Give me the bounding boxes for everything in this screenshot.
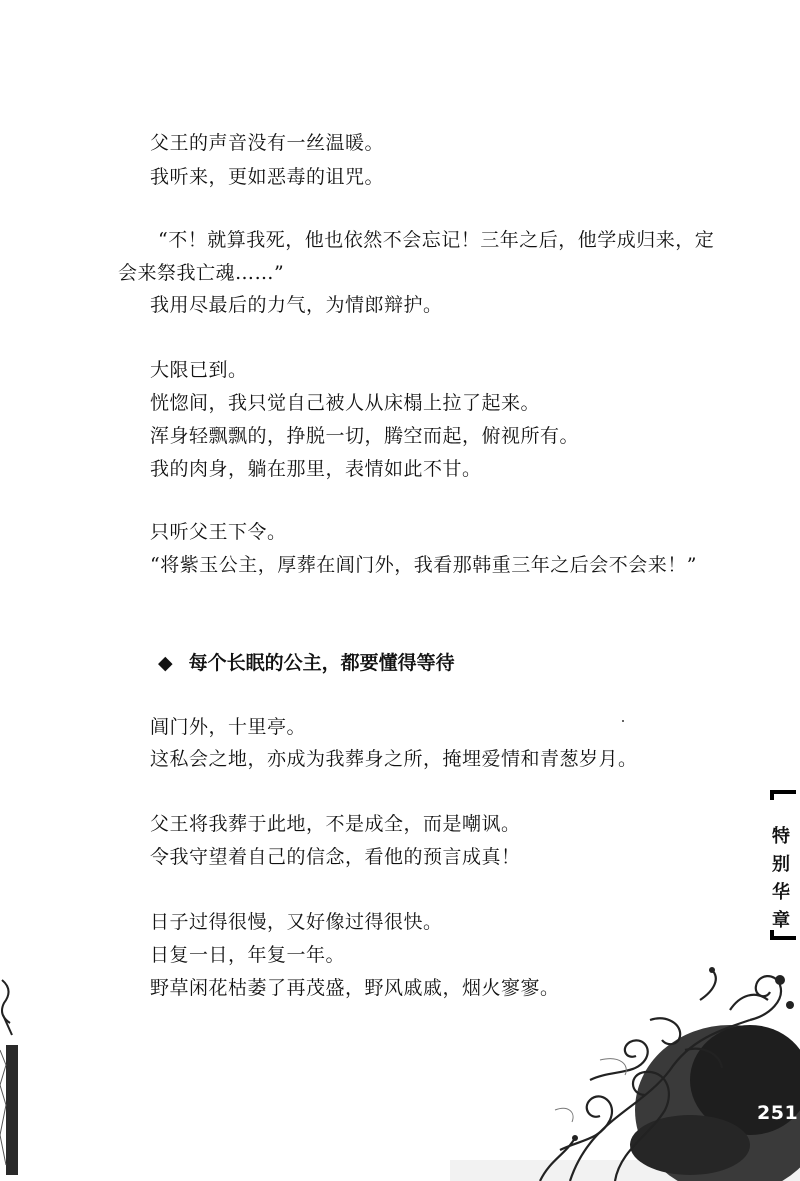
side-tab-char: 华 [772,882,790,903]
diamond-bullet-icon: ◆ [158,652,173,674]
text-line: 会来祭我亡魂……” [118,262,285,284]
text-line: 这私会之地，亦成为我葬身之所，掩埋爱情和青葱岁月。 [150,748,638,770]
text-line: 浑身轻飘飘的，挣脱一切，腾空而起，俯视所有。 [150,425,580,447]
text-line: 恍惚间，我只觉自己被人从床榻上拉了起来。 [150,392,541,414]
section-heading [158,648,455,675]
left-edge-ornament [0,975,18,1175]
text-line: “将紫玉公主，厚葬在阊门外，我看那韩重三年之后会不会来！” [150,554,697,576]
side-tab-char: 特 [772,826,790,847]
side-tab-char: 章 [772,910,790,931]
section-heading-text: 每个长眠的公主，都要懂得等待 [188,652,455,674]
text-line: 大限已到。 [150,359,248,381]
text-line: 我用尽最后的力气，为情郎辩护。 [150,294,443,316]
text-line: 父王将我葬于此地，不是成全，而是嘲讽。 [150,813,521,835]
side-tab-char: 别 [772,854,790,875]
text-line: 日复一日，年复一年。 [150,944,346,966]
text-line: 父王的声音没有一丝温暖。 [150,132,385,154]
tab-bracket-bottom [770,930,796,940]
tab-bracket-top [770,790,796,800]
section-side-tab [766,790,796,940]
text-line: 只听父王下令。 [150,521,287,543]
text-line: 我听来，更如恶毒的诅咒。 [150,166,385,188]
text-line: 令我守望着自己的信念，看他的预言成真！ [150,846,521,868]
text-line: “不！就算我死，他也依然不会忘记！三年之后，他学成归来，定 [158,229,715,251]
text-line: 我的肉身，躺在那里，表情如此不甘。 [150,458,482,480]
text-line: 野草闲花枯萎了再茂盛，野风戚戚，烟火寥寥。 [150,977,560,999]
floral-ornament-icon [450,960,800,1181]
scan-speck [622,720,624,722]
text-line: 阊门外，十里亭。 [150,716,307,738]
page-number: 251 [757,1102,799,1124]
text-line: 日子过得很慢，又好像过得很快。 [150,911,443,933]
